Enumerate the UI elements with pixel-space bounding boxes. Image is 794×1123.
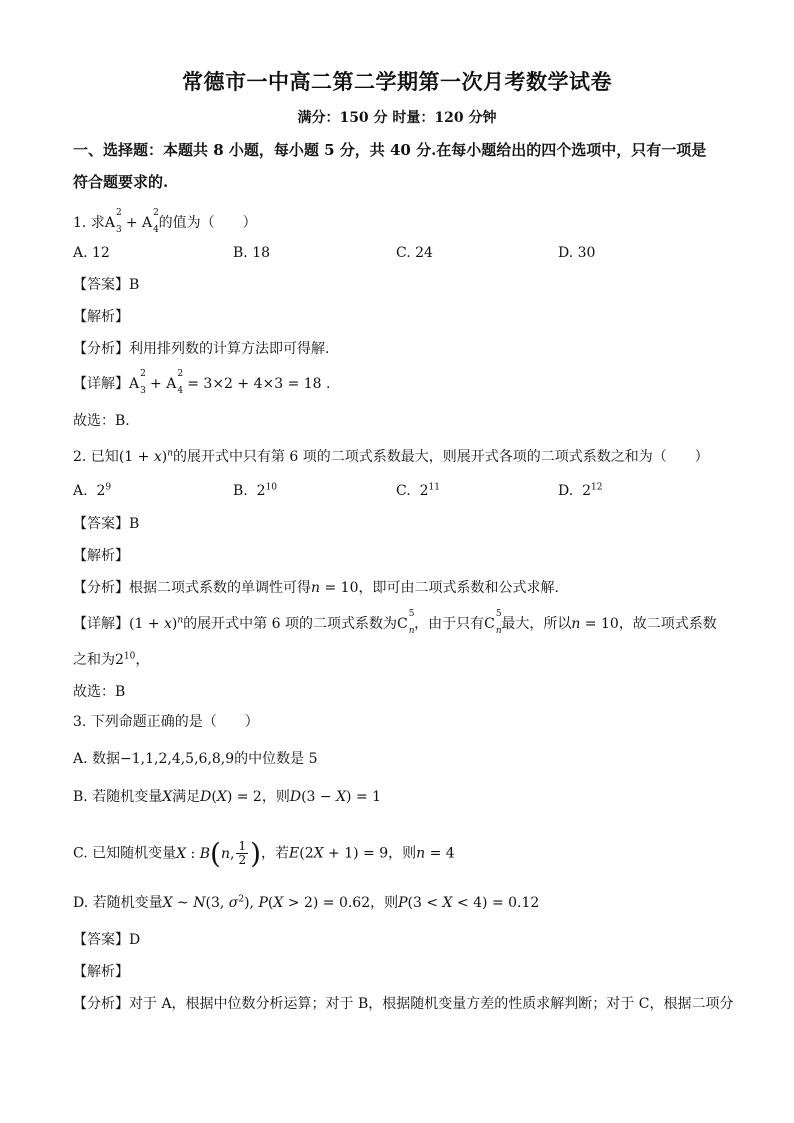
q2-xiangjie-line2: 之和为$2^{10}$， (73, 651, 150, 668)
q2-option-b: B. $2^{10}$ (233, 482, 278, 499)
q3-answer: 【答案】D (73, 932, 141, 948)
q2-xiangjie: 【详解】$(1 + x)^n$的展开式中第 6 项的二项式系数为C 5 n ，由于只有C 5 n 最大，所以n = 10，故二项式系数 (73, 609, 717, 636)
q1-analysis-label: 【解析】 (73, 309, 129, 325)
q2-option-a: A. $2^9$ (73, 482, 112, 499)
q1-expression: A 2 3 + A 2 4 (104, 208, 159, 235)
q2-option-c: C. $2^{11}$ (396, 482, 440, 499)
q1-answer: 【答案】B (73, 277, 140, 293)
q1-stem-prefix: 1. 求 (73, 215, 105, 231)
q3-analysis-label: 【解析】 (73, 964, 129, 980)
q2-stem-suffix: 的展开式中只有第 6 项的二项式系数最大，则展开式各项的二项式系数之和为（ ） (172, 449, 709, 465)
q2-stem-prefix: 2. 已知 (73, 449, 119, 465)
q3-option-b: B. 若随机变量X满足D(X) = 2，则D(3 − X) = 1 (73, 789, 382, 805)
q1-fenxi: 【分析】利用排列数的计算方法即可得解. (73, 341, 330, 357)
q2-answer: 【答案】B (73, 516, 140, 532)
score-time-line: 满分：150 分 时量：120 分钟 (297, 110, 497, 126)
q2-analysis-label: 【解析】 (73, 548, 129, 564)
q3-fenxi: 【分析】对于 A，根据中位数分析运算；对于 B，根据随机变量方差的性质求解判断；对于 C，根据二项分 (73, 996, 734, 1012)
page-title: 常德市一中高二第二学期第一次月考数学试卷 (182, 69, 612, 94)
q2-option-d: D. $2^{12}$ (558, 482, 603, 499)
q1-stem-suffix: 的值为（ ） (158, 215, 257, 231)
q1-xiangjie (73, 369, 724, 396)
section-heading-line1: 一、选择题：本题共 8 小题，每小题 5 分，共 40 分.在每小题给出的四个选项中，只有一项是 (73, 141, 707, 159)
q1-option-a: A. 12 (73, 245, 110, 261)
q2-binomial: $(1 + x)^n$ (118, 448, 173, 465)
q2-stem (73, 447, 724, 467)
q3-option-a: A. 数据−1,1,2,4,5,6,8,9的中位数是 5 (73, 751, 318, 767)
q1-option-b: B. 18 (233, 245, 271, 261)
q1-option-d: D. 30 (558, 245, 596, 261)
q1-option-c: C. 24 (396, 245, 433, 261)
q2-conclusion: 故选：B (73, 684, 126, 700)
q2-fenxi: 【分析】根据二项式系数的单调性可得n = 10，即可由二项式系数和公式求解. (73, 580, 559, 596)
q1-conclusion: 故选：B. (73, 413, 130, 429)
q3-option-d: D. 若随机变量X ~ N(3, $\sigma^2$), P(X > 2) = 0.62，则P(3 < X < 4) = 0.12 (73, 894, 540, 911)
q1-xiangjie-label: 【详解】 (73, 376, 129, 392)
q3-option-c: C. 已知随机变量X : B(n, $\frac{1}{2}$ )，若E(2X + 1) = 9，则n = 4 (73, 836, 455, 870)
q1-xiangjie-formula: A 2 3 + A 2 4 = 3×2 + 4×3 = 18 . (129, 369, 331, 396)
q1-stem (73, 208, 724, 235)
section-heading-line2: 符合题要求的. (73, 173, 169, 191)
q3-stem: 3. 下列命题正确的是（ ） (73, 714, 259, 730)
